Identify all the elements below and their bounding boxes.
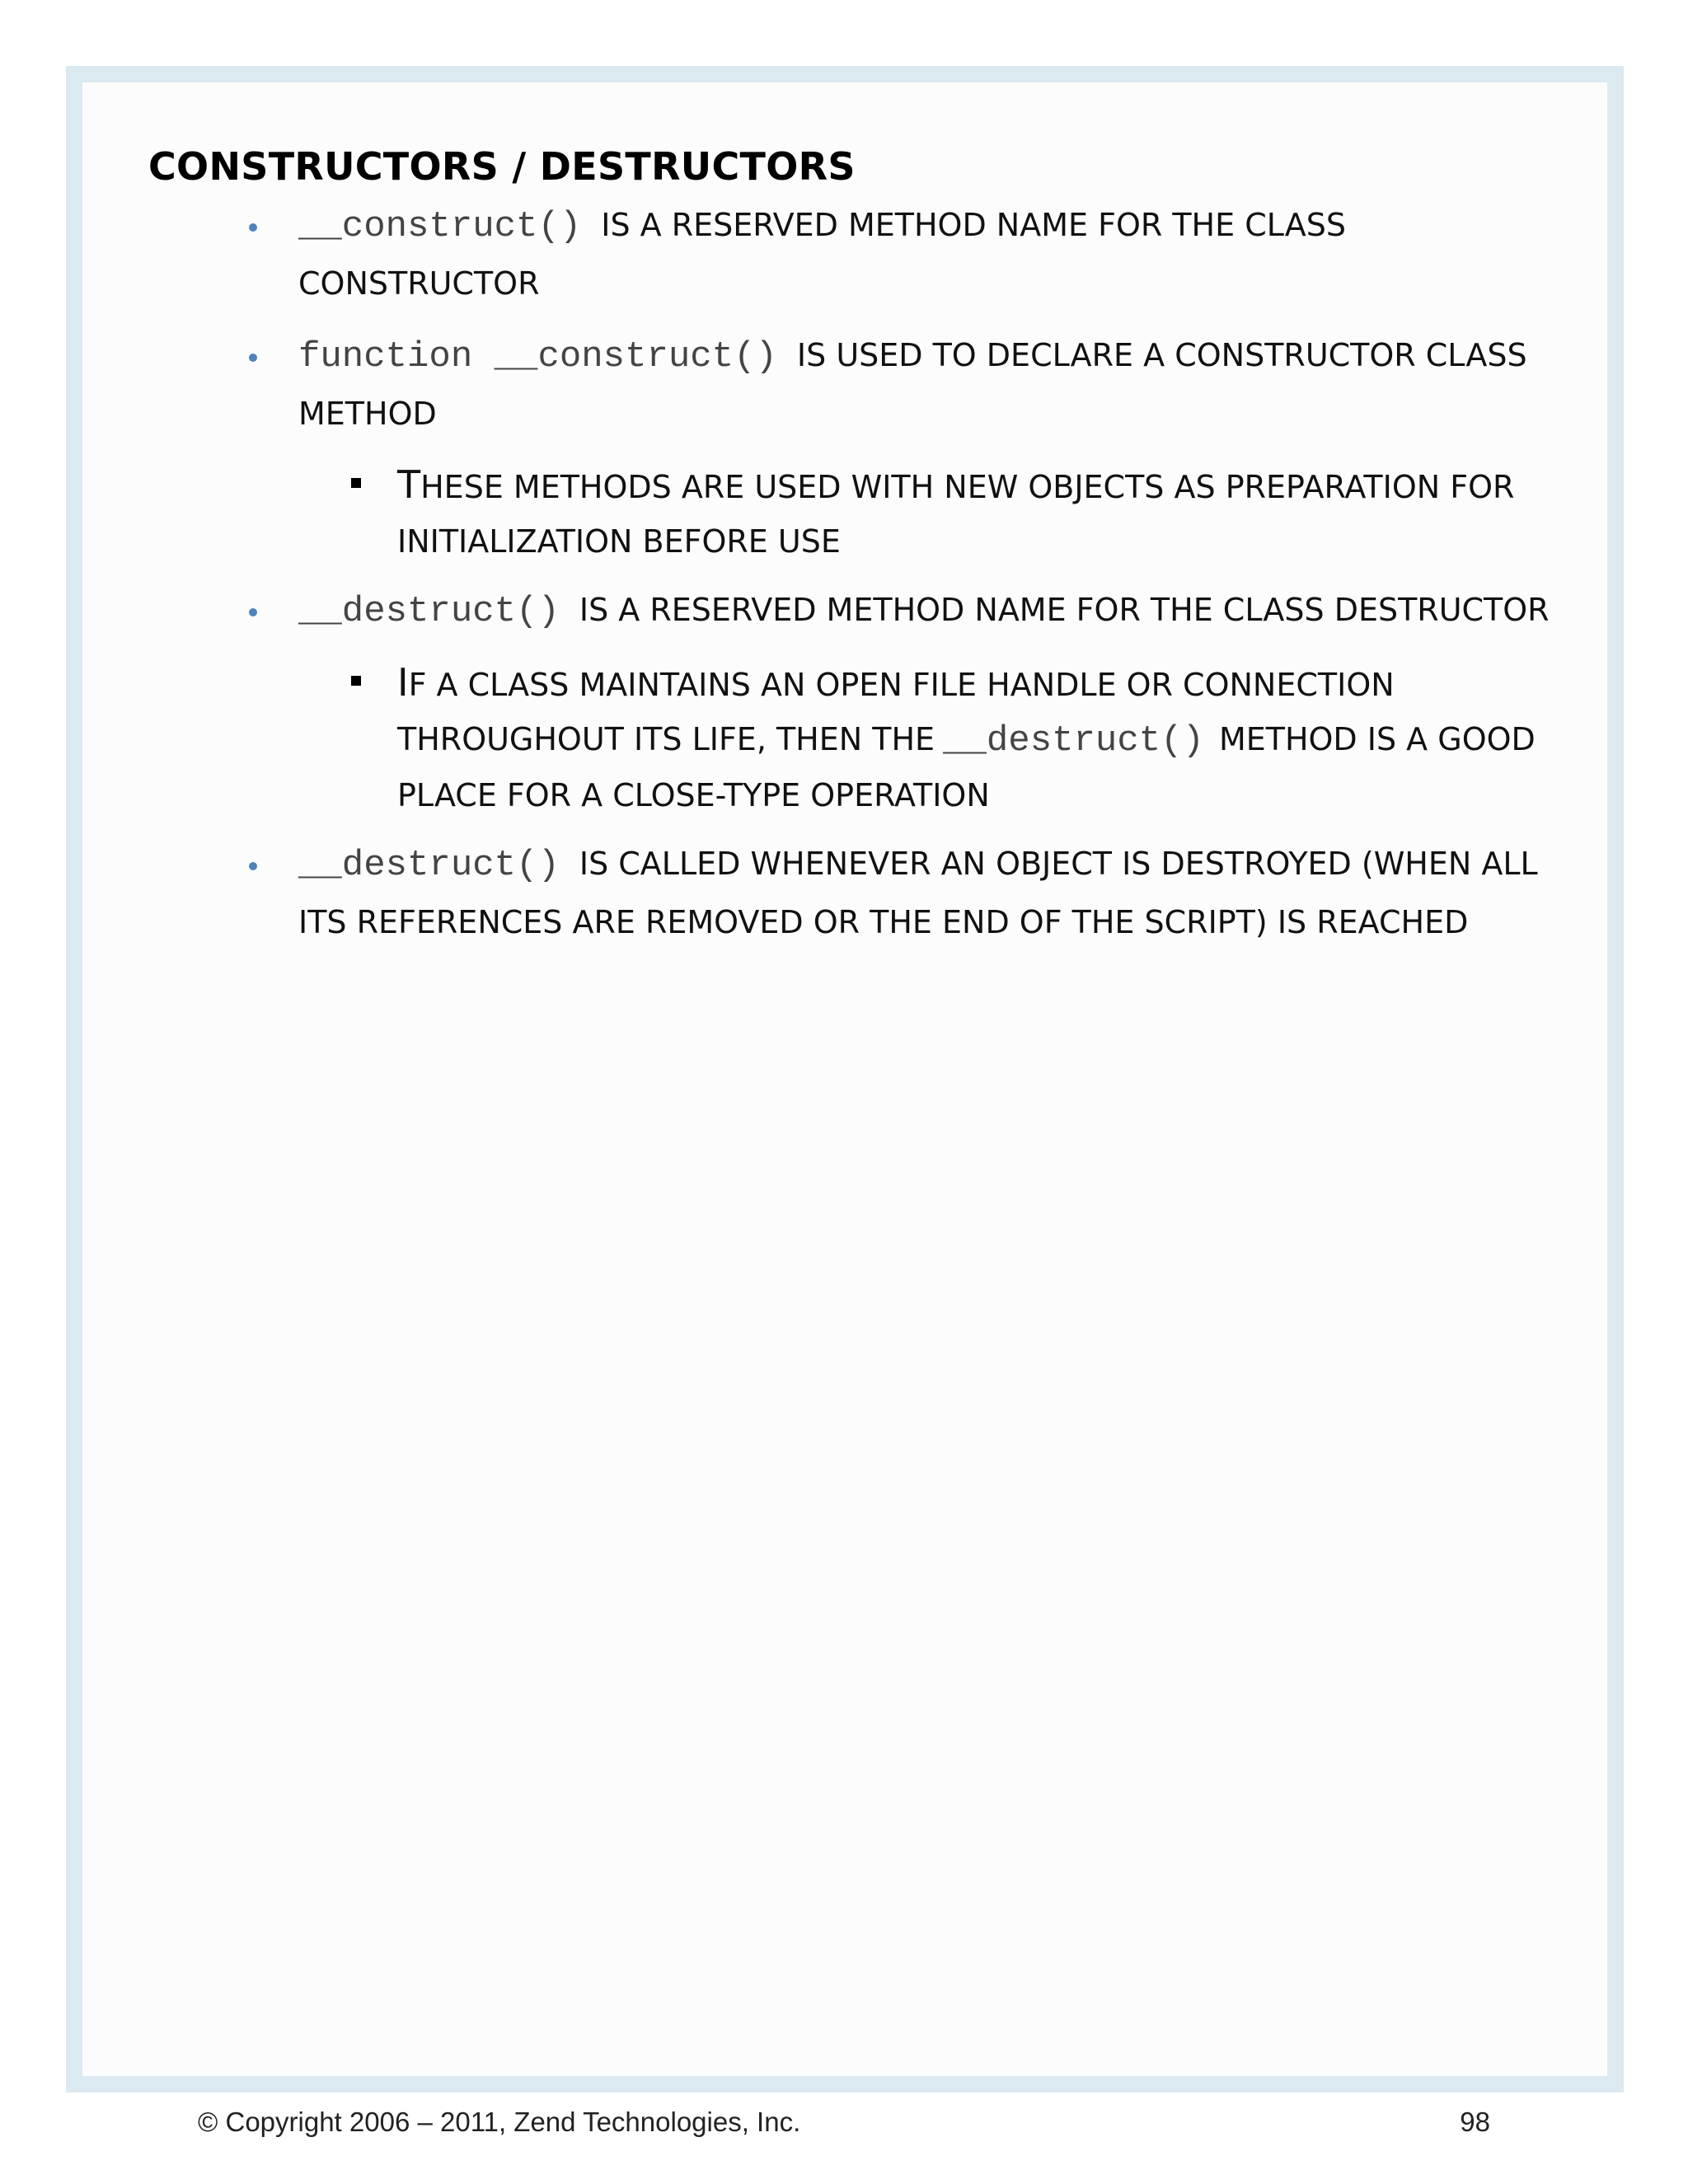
list-item-text: IS A RESERVED METHOD NAME FOR THE CLASS DESTRUCTOR: [579, 592, 1550, 628]
code-destruct: __destruct(): [298, 591, 560, 632]
bullet-dot-icon: [249, 354, 257, 362]
sub-item-initialization: [148, 457, 1566, 569]
list-item-text: IS USED TO DECLARE A CONSTRUCTOR CLASS METHOD: [298, 337, 1527, 432]
code-construct: __construct(): [298, 206, 582, 247]
page-content: [148, 144, 1566, 966]
list-item-construct-reserved: [148, 197, 1566, 312]
page-heading: CONSTRUCTORS / DESTRUCTORS: [148, 144, 856, 189]
code-destruct-inline: __destruct(): [943, 720, 1204, 762]
square-bullet-icon: [351, 478, 361, 488]
page-number: 98: [1460, 2107, 1490, 2137]
square-bullet-icon: [351, 676, 361, 686]
list-item-destruct-called: [148, 836, 1566, 951]
bullet-dot-icon: [249, 223, 257, 232]
list-item-text: IS CALLED WHENEVER AN OBJECT IS DESTROYED (WHEN ALL ITS REFERENCES ARE REMOVED OR THE END OF THE SCRIPT) IS REACHED: [298, 846, 1538, 940]
list-item-text: IS A RESERVED METHOD NAME FOR THE CLASS CONSTRUCTOR: [298, 207, 1347, 302]
code-function-construct: function __construct(): [298, 336, 777, 377]
sub-item-text-part-b: METHOD IS A GOOD PLACE FOR A CLOSE-TYPE OPERATION: [397, 721, 1536, 813]
bullet-dot-icon: [249, 862, 257, 870]
list-item-function-construct: [148, 327, 1566, 443]
bullet-dot-icon: [249, 608, 257, 616]
page-footer: [198, 2107, 1490, 2138]
sub-item-close-operation: [148, 655, 1566, 823]
sub-item-text-part-a: F A CLASS MAINTAINS AN OPEN FILE HANDLE OR CONNECTION THROUGHOUT ITS LIFE, THEN THE: [397, 667, 1395, 757]
bullet-list: [148, 197, 1566, 951]
copyright-text: © Copyright 2006 – 2011, Zend Technologies, Inc.: [198, 2107, 801, 2137]
code-destruct: __destruct(): [298, 845, 560, 886]
sub-item-first-letter: I: [397, 660, 409, 705]
sub-item-first-letter: T: [397, 462, 421, 507]
list-item-destruct-reserved: [148, 582, 1566, 640]
sub-item-text: HESE METHODS ARE USED WITH NEW OBJECTS AS PREPARATION FOR INITIALIZATION BEFORE USE: [397, 469, 1515, 560]
